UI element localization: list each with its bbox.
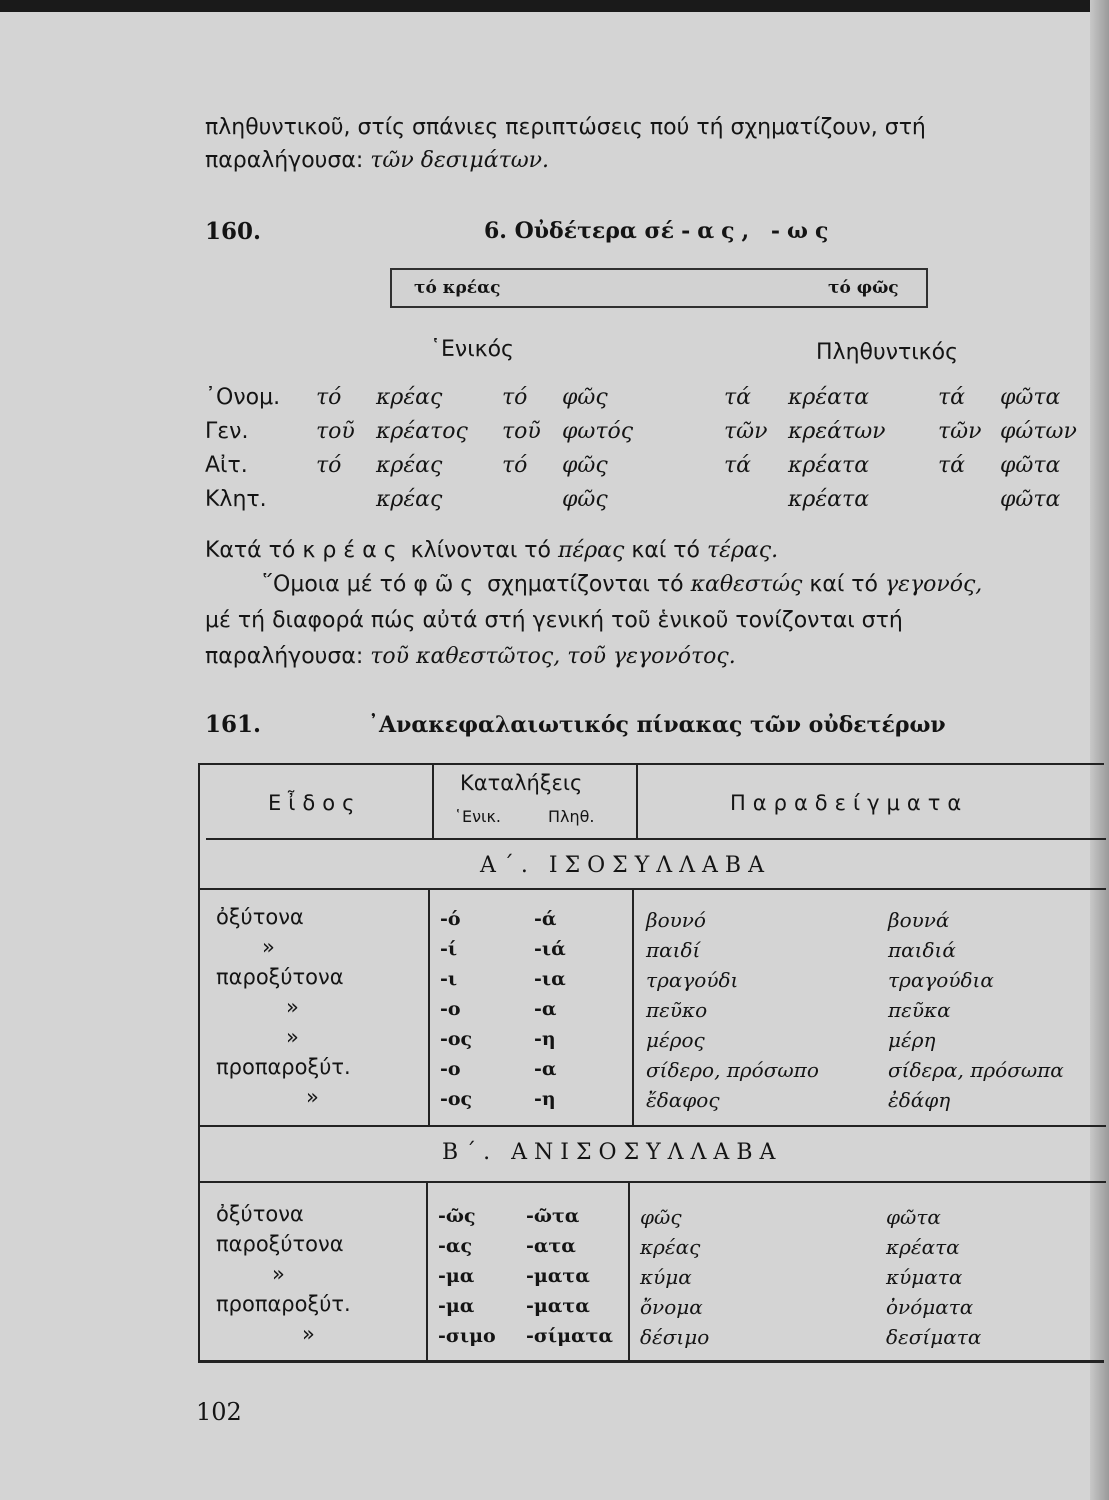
header-kind: Εἶδος	[268, 791, 362, 815]
pl-ending: -σίματα	[526, 1325, 614, 1347]
sg-ending: -ί	[440, 938, 458, 960]
article: τό	[502, 385, 528, 410]
section-160-number: 160.	[205, 218, 262, 245]
text: καί τό	[631, 538, 700, 563]
italic-word: πέρας	[557, 538, 625, 563]
col-divider	[428, 888, 430, 1125]
kind-cell: ὀξύτονα	[216, 905, 304, 929]
article: τῶν	[938, 419, 982, 444]
section-160-title-endings: -ας, -ως	[681, 218, 836, 244]
form: κρέας	[376, 385, 443, 410]
scan-top-border	[0, 0, 1109, 12]
col-divider	[426, 1181, 428, 1363]
pl-ending: -ατα	[526, 1235, 576, 1257]
example-sg: κύμα	[640, 1265, 692, 1289]
intro-line-2-italic: τῶν δεσιμάτων.	[370, 148, 550, 173]
article: τά	[938, 453, 966, 478]
example-pl: σίδερα, πρόσωπα	[888, 1058, 1064, 1082]
kind-cell: παροξύτονα	[216, 965, 344, 989]
pl-ending: -η	[534, 1028, 556, 1050]
article: τοῦ	[316, 419, 355, 444]
sg-ending: -μα	[438, 1265, 475, 1287]
italic-word: γεγονός,	[884, 572, 983, 597]
kind-cell: »	[272, 1262, 285, 1286]
form: κρέατα	[788, 453, 870, 478]
paradigm-box-right: τό φῶς	[828, 278, 899, 298]
kind-cell: »	[286, 995, 299, 1019]
example-pl: πεῦκα	[888, 998, 951, 1022]
group-b-title: Β΄. ΑΝΙΣΟΣΥΛΛΑΒΑ	[442, 1140, 783, 1165]
form: κρέατα	[788, 487, 870, 512]
paragraph-line-2	[262, 572, 982, 597]
paragraph-line-3: μέ τή διαφορά πώς αὐτά στή γενική τοῦ ἑνικοῦ τονίζονται στή	[205, 608, 903, 633]
kind-cell: ὀξύτονα	[216, 1202, 304, 1226]
case-label: Κλητ.	[205, 487, 267, 512]
spaced-word: φῶς	[413, 572, 481, 597]
article: τό	[502, 453, 528, 478]
row-divider	[200, 1181, 1106, 1183]
article: τά	[724, 453, 752, 478]
example-sg: κρέας	[640, 1235, 701, 1259]
header-plural: Πληθ.	[548, 807, 595, 826]
example-pl: παιδιά	[888, 938, 956, 962]
article: τά	[724, 385, 752, 410]
sg-ending: -ας	[438, 1235, 473, 1257]
kind-cell: προπαροξύτ.	[216, 1292, 351, 1316]
italic-words: τοῦ καθεστῶτος, τοῦ γεγονότος.	[370, 644, 736, 669]
example-pl: κύματα	[886, 1265, 963, 1289]
row-divider	[206, 838, 1106, 840]
section-160-title-text: 6. Οὐδέτερα σέ	[484, 218, 675, 244]
form: κρεάτων	[788, 419, 886, 444]
text: κλίνονται τό	[410, 538, 551, 563]
kind-cell: »	[262, 935, 275, 959]
row-divider	[200, 1125, 1106, 1127]
example-pl: δεσίματα	[886, 1325, 982, 1349]
form: κρέας	[376, 487, 443, 512]
pl-ending: -ά	[534, 908, 557, 930]
form: φῶς	[562, 487, 608, 512]
pl-ending: -ιά	[534, 938, 566, 960]
sg-ending: -ος	[440, 1088, 473, 1110]
form: φῶτα	[1000, 385, 1061, 410]
intro-line-2	[205, 148, 549, 173]
form: κρέατος	[376, 419, 468, 444]
form: φῶτα	[1000, 487, 1061, 512]
pl-ending: -ια	[534, 968, 566, 990]
article: τό	[316, 453, 342, 478]
example-pl: τραγούδια	[888, 968, 994, 992]
example-pl: κρέατα	[886, 1235, 960, 1259]
section-161-number: 161.	[205, 711, 262, 738]
example-sg: φῶς	[640, 1205, 682, 1229]
pl-ending: -ῶτα	[526, 1205, 580, 1227]
group-a-title: Α΄. ΙΣΟΣΥΛΛΑΒΑ	[480, 853, 771, 878]
pl-ending: -η	[534, 1088, 556, 1110]
col-divider	[432, 765, 434, 838]
kind-cell: »	[302, 1322, 315, 1346]
page-number: 102	[196, 1398, 242, 1426]
case-label: Γεν.	[205, 419, 249, 444]
header-endings: Καταλήξεις	[460, 771, 583, 795]
example-sg: μέρος	[646, 1028, 705, 1052]
paradigm-box	[390, 268, 928, 308]
italic-word: καθεστώς	[690, 572, 803, 597]
example-sg: βουνό	[646, 908, 706, 932]
section-161-title: ᾿Ανακεφαλαιωτικός πίνακας τῶν οὐδετέρων	[368, 712, 946, 738]
intro-line-1: πληθυντικοῦ, στίς σπάνιες περιπτώσεις πού τή σχηματίζουν, στή	[205, 115, 926, 140]
kind-cell: »	[286, 1025, 299, 1049]
example-pl: ὀνόματα	[886, 1295, 974, 1319]
sg-ending: -σιμο	[438, 1325, 496, 1347]
form: κρέατα	[788, 385, 870, 410]
form: φώτων	[1000, 419, 1077, 444]
paragraph-line-4	[205, 644, 736, 669]
kind-cell: παροξύτονα	[216, 1232, 344, 1256]
example-pl: μέρη	[888, 1028, 936, 1052]
col-divider	[636, 765, 638, 838]
section-160-title	[484, 218, 835, 244]
heading-plural: Πληθυντικός	[816, 340, 959, 365]
case-label: Αἰτ.	[205, 453, 248, 478]
sg-ending: -μα	[438, 1295, 475, 1317]
summary-table	[198, 763, 1104, 1363]
text: καί τό	[809, 572, 878, 597]
text: Κατά τό	[205, 538, 296, 563]
pl-ending: -α	[534, 998, 557, 1020]
sg-ending: -ῶς	[438, 1205, 476, 1227]
text: παραλήγουσα:	[205, 644, 364, 669]
form: φῶτα	[1000, 453, 1061, 478]
heading-singular: ῾Ενικός	[430, 337, 514, 362]
form: φωτός	[562, 419, 634, 444]
example-pl: βουνά	[888, 908, 950, 932]
sg-ending: -ο	[440, 998, 461, 1020]
header-singular: ῾Ενικ.	[454, 807, 501, 826]
col-divider	[628, 1181, 630, 1363]
sg-ending: -ι	[440, 968, 458, 990]
text: σχηματίζονται τό	[487, 572, 684, 597]
paragraph-line-1	[205, 538, 778, 563]
paradigm-box-left: τό κρέας	[414, 278, 501, 298]
example-sg: ἔδαφος	[646, 1088, 720, 1112]
example-sg: τραγούδι	[646, 968, 739, 992]
article: τό	[316, 385, 342, 410]
case-label: ᾿Ονομ.	[205, 385, 281, 410]
form: κρέας	[376, 453, 443, 478]
pl-ending: -α	[534, 1058, 557, 1080]
pl-ending: -ματα	[526, 1265, 590, 1287]
form: φῶς	[562, 453, 608, 478]
row-divider	[200, 888, 1106, 890]
kind-cell: προπαροξύτ.	[216, 1055, 351, 1079]
article: τοῦ	[502, 419, 541, 444]
kind-cell: »	[306, 1085, 319, 1109]
example-sg: παιδί	[646, 938, 701, 962]
example-sg: δέσιμο	[640, 1325, 710, 1349]
pl-ending: -ματα	[526, 1295, 590, 1317]
col-divider	[632, 888, 634, 1125]
sg-ending: -ο	[440, 1058, 461, 1080]
article: τά	[938, 385, 966, 410]
sg-ending: -ος	[440, 1028, 473, 1050]
italic-word: τέρας.	[707, 538, 779, 563]
form: φῶς	[562, 385, 608, 410]
example-pl: ἐδάφη	[888, 1088, 951, 1112]
example-sg: σίδερο, πρόσωπο	[646, 1058, 819, 1082]
spaced-word: κρέας	[302, 538, 404, 563]
example-pl: φῶτα	[886, 1205, 941, 1229]
example-sg: πεῦκο	[646, 998, 708, 1022]
text: ῞Ομοια μέ τό	[262, 572, 407, 597]
header-examples: Παραδείγματα	[730, 791, 969, 815]
example-sg: ὄνομα	[640, 1295, 703, 1319]
article: τῶν	[724, 419, 768, 444]
sg-ending: -ό	[440, 908, 461, 930]
intro-line-2-plain: παραλήγουσα:	[205, 148, 371, 173]
